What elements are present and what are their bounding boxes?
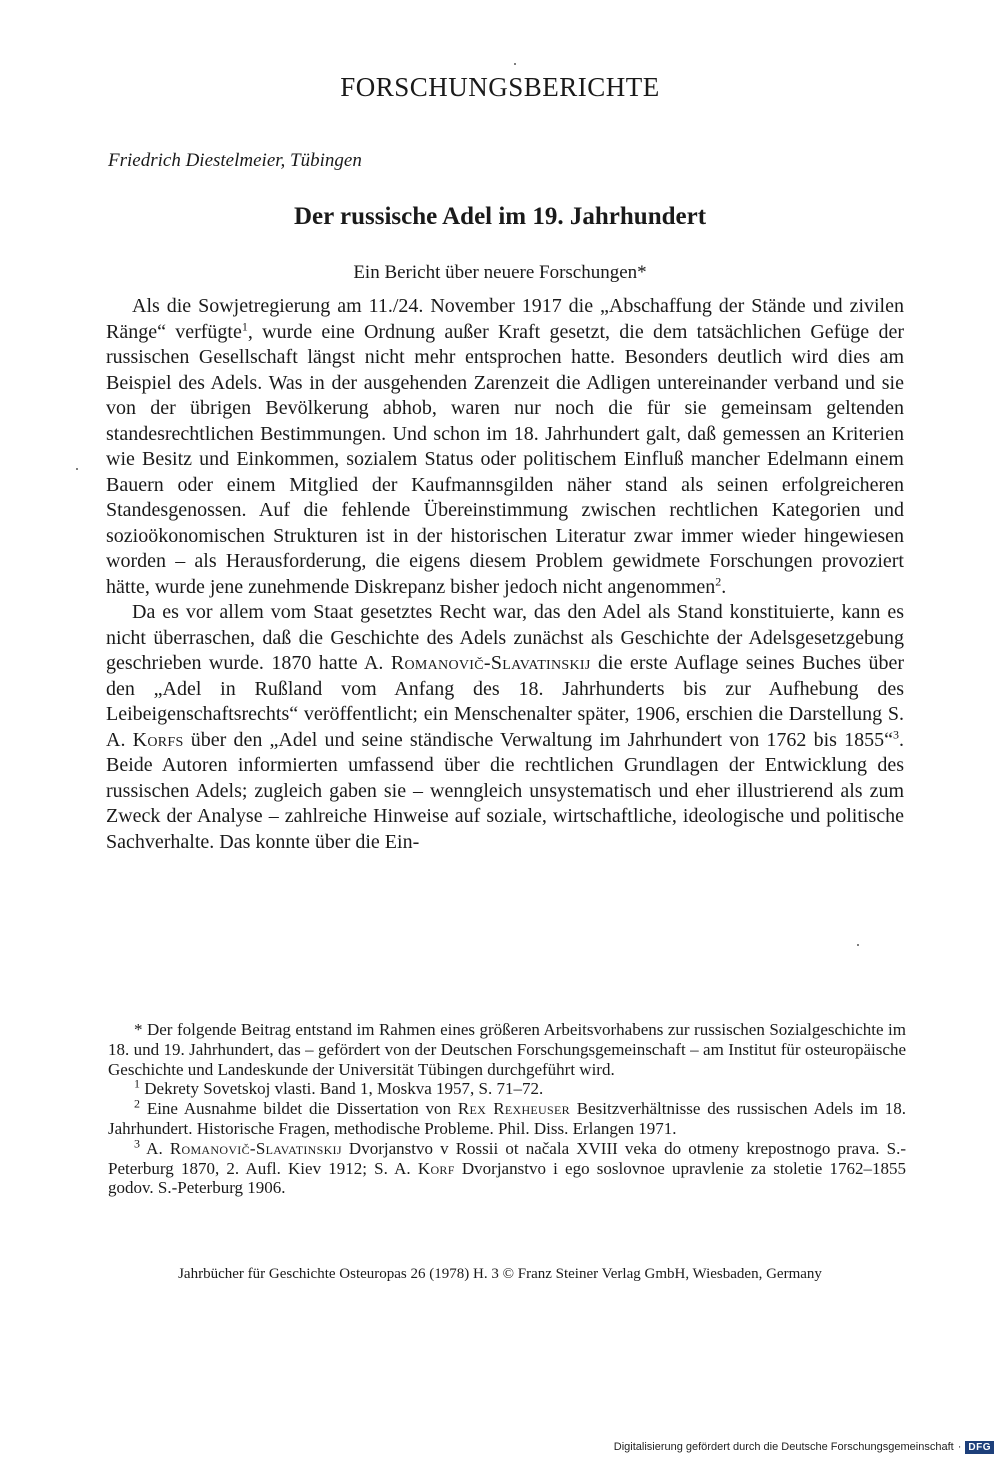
footnote-1-text: Dekrety Sovetskoj vlasti. Band 1, Moskva 1957, S. 71–72. xyxy=(140,1079,544,1099)
author-line: Friedrich Diestelmeier, Tübingen xyxy=(108,150,362,171)
author-name-korf: Korfs xyxy=(132,728,184,751)
paragraph-2 xyxy=(106,600,904,855)
footnote-2-text-a: Eine Ausnahme bildet die Dissertation von xyxy=(140,1099,458,1119)
paragraph-1 xyxy=(106,294,904,600)
p2-text-c: über den „Adel und seine ständische Verwaltung im Jahrhundert von 1762 bis 1855“ xyxy=(183,728,893,751)
p2-text-d: . Beide Autoren informierten umfassend über die rechtlichen Grundlagen der Entwicklung des russischen Adels; zugleich gaben sie – wenngleich unsystematisch und eher illustrierend als zum Zweck der Analyse – zahlreiche Hinweise auf soziale, wirtschaftliche, ideologische und politische Sachverhalte. Das konnte über die Ein- xyxy=(106,728,904,853)
footnote-ref-1: 1 xyxy=(241,318,248,333)
dfg-logo: DFG xyxy=(965,1441,994,1454)
p1-text: Als die Sowjetregierung am 11./24. November 1917 die „Abschaffung der Stände und zivilen Ränge“ verfügte xyxy=(106,295,904,343)
body-text xyxy=(106,294,904,855)
footnote-3 xyxy=(108,1136,906,1198)
footnote-3-text-a: A. xyxy=(140,1138,170,1158)
footnote-2 xyxy=(108,1096,906,1139)
separator-dot: · xyxy=(957,1441,962,1453)
section-title: FORSCHUNGSBERICHTE xyxy=(340,72,660,102)
scan-speck xyxy=(514,63,516,65)
footnote-2-text-b: Besitzverhältnisse des russischen Adels im 18. Jahrhundert. Historische Fragen, methodische Probleme. Phil. Diss. Erlangen 1971. xyxy=(108,1099,906,1138)
p1-text-b: , wurde eine Ordnung außer Kraft gesetzt, die dem tatsächlichen Gefüge der russischen Gesellschaft längst nicht mehr entsprochen hatte. Besonders deutlich wird dies am Beispiel des Adels. Was in der ausgehenden Zarenzeit die Adligen untereinander verband und sie von der übrigen Bevölkerung abhob, waren nur noch die für sie gemeinsam geltenden standesrechtlichen Bestimmungen. Und schon im 18. Jahrhundert galt, daß gemessen an Kriterien wie Besitz und Einkommen, sozialem Status oder politischem Einfluß mancher Edelmann einem Bauern oder einem Mitglied der Kaufmannsgilden näher stand als seinen erfolgreicheren Standesgenossen. Auf die fehlende Übereinstimmung zwischen rechtlichen Kategorien und sozioökonomischen Strukturen ist in der historischen Literatur zwar immer wieder hingewiesen worden – als Herausforderung, die eigens diesem Problem gewidmete Forschungen provoziert hätte, wurde jene zunehmende Diskrepanz bisher jedoch nicht angenommen xyxy=(106,320,904,598)
footnote-3-text-b: Dvorjanstvo v Rossii ot načala XVIII veka do otmeny krepostnogo prava. S.-Peterburg 1870, 2. Aufl. Kiev 1912; S. A. xyxy=(108,1138,906,1178)
article-subtitle: Ein Bericht über neuere Forschungen* xyxy=(353,262,647,283)
footnote-2-name: Rex Rexheuser xyxy=(457,1099,570,1119)
author-name-romanovic: Romanovič-Slavatinskij xyxy=(390,652,591,674)
dfg-notice-text: Digitalisierung gefördert durch die Deutsche Forschungsgemeinschaft xyxy=(613,1441,954,1453)
footnote-3-name-1: Romanovič-Slavatinskij xyxy=(169,1138,342,1158)
footnote-3-text-c: Dvorjanstvo i ego soslovnoe upravlenie za stoletie 1762–1855 godov. S.-Peterburg 1906. xyxy=(108,1158,906,1198)
footnote-1 xyxy=(108,1076,906,1099)
p2-text-b: die erste Auflage seines Buches über den „Adel in Rußland vom Anfang des 18. Jahrhunderts bis zur Aufhebung des Leibeigenschaftsrechts“ veröffentlicht; ein Menschenalter später, 1906, erschien die Darstellung S. A. xyxy=(106,652,904,751)
p1-end: . xyxy=(721,575,727,598)
dfg-notice-bar xyxy=(614,1439,994,1455)
footnote-3-mark: 3 xyxy=(134,1136,140,1151)
scan-speck xyxy=(76,468,78,470)
footnote-ref-3: 3 xyxy=(893,726,899,741)
footnote-3-name-2: Korf xyxy=(417,1158,455,1178)
scan-speck xyxy=(857,944,859,946)
footnote-2-mark: 2 xyxy=(134,1096,140,1111)
footnote-ref-2: 2 xyxy=(715,573,722,588)
footnotes xyxy=(108,1020,906,1198)
footnote-1-mark: 1 xyxy=(134,1076,140,1091)
journal-citation: Jahrbücher für Geschichte Osteuropas 26 (1978) H. 3 © Franz Steiner Verlag GmbH, Wiesbaden, Germany xyxy=(178,1266,822,1282)
footnote-star: * Der folgende Beitrag entstand im Rahmen eines größeren Arbeitsvorhabens zur russischen Sozialgeschichte im 18. und 19. Jahrhundert, das – gefördert von der Deutschen Forschungsgemeinschaft – am Institut für osteuropäische Geschichte und Landeskunde der Universität Tübingen durchgeführt wird. xyxy=(108,1020,906,1079)
p2-text-a: Da es vor allem vom Staat gesetztes Recht war, das den Adel als Stand konstituierte, kann es nicht überraschen, daß die Geschichte des Adels zunächst als Geschichte der Adelsgesetzgebung geschrieben wurde. 1870 hatte A. xyxy=(106,601,904,674)
article-title: Der russische Adel im 19. Jahrhundert xyxy=(293,203,707,230)
